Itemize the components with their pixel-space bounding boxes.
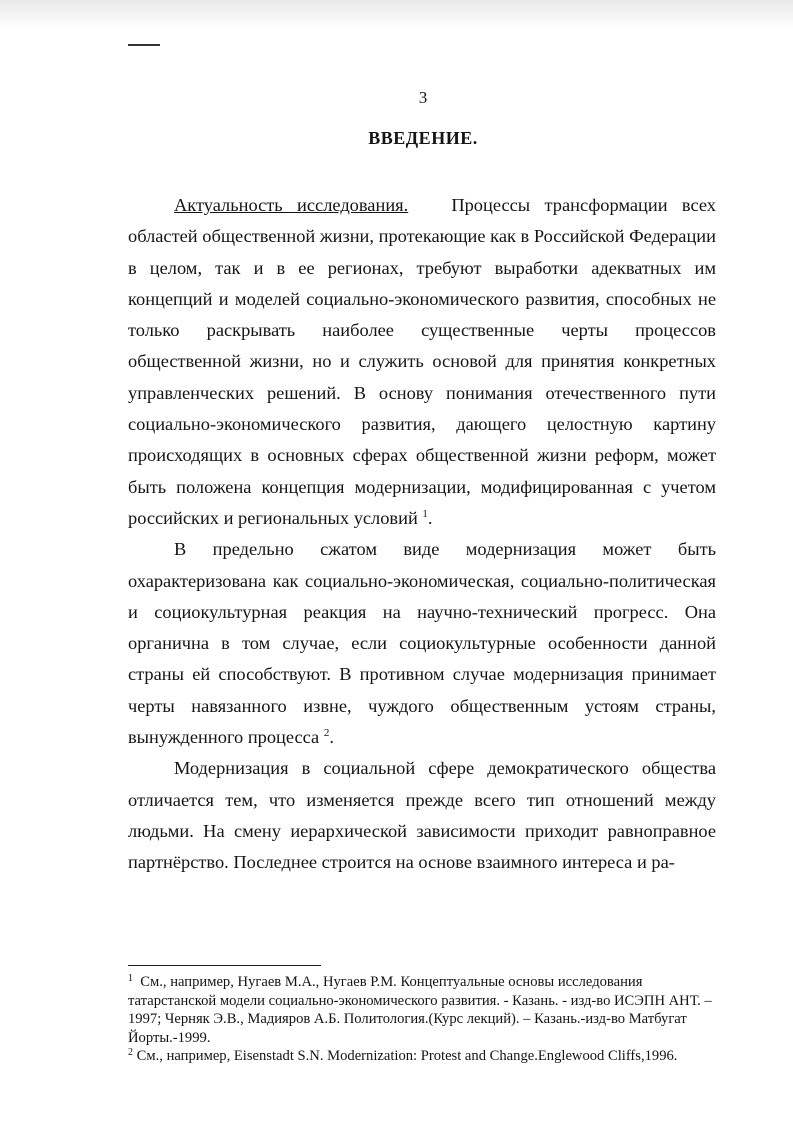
footnotes — [128, 973, 716, 1066]
footnote — [128, 1047, 716, 1066]
body-text — [128, 190, 716, 879]
footnote-number: 2 — [128, 1047, 133, 1058]
paragraph-relevance: Актуальность исследования. Процессы трансформации всех областей общественной жизни, протекающие как в Российской Федерации в целом, так и в ее регионах, требуют выработки адекватных им концепций и моделей социально-экономического развития, способных не только раскрывать наиболее существенные черты процессов общественной жизни, но и служить основой для принятия конкретных управленческих решений. В основу понимания отечественного пути социально-экономического развития, дающего целостную картину происходящих в основных сферах общественной жизни реформ, может быть положена концепция модернизации, модифицированная с учетом российских и региональных условий $^1$. — [128, 195, 717, 528]
page-title: ВВЕДЕНИЕ. — [368, 128, 478, 148]
paragraph-modernization: В предельно сжатом виде модернизация может быть охарактеризована как социально-экономическая, социально-политическая и социокультурная реакция на научно-технический прогресс. Она органична в том случае, если социокультурные особенности данной страны ей способствуют. В противном случае модернизация принимает черты навязанного извне, чуждого общественным устоям страны, вынужденного процесса $^2$. — [128, 539, 716, 748]
paragraph-text: Модернизация в социальной сфере демократического общества отличается тем, что изменяется прежде всего тип отношений между людьми. На смену иерархической зависимости приходит равноправное партнёрство. Последнее строится на основе взаимного интереса и ра- — [128, 758, 716, 873]
footnote-ref: 1 — [422, 507, 428, 520]
footnote-number: 1 — [128, 973, 133, 984]
paragraph-text: Процессы трансформации всех областей общественной жизни, протекающие как в Российской Федерации в целом, так и в ее регионах, требуют выработки адекватных им концепций и моделей социально-экономического развития, способных не только раскрывать наиболее существенные черты процессов общественной жизни, но и служить основой для принятия конкретных управленческих решений. В основу понимания отечественного пути социально-экономического развития, дающего целостную картину происходящих в основных сферах общественной жизни реформ, может быть положена концепция модернизации, модифицированная с учетом российских и региональных условий — [128, 195, 717, 528]
paragraph-social-sphere — [128, 753, 716, 878]
footnote-text: См., например, Нугаев М.А., Нугаев Р.М. Концептуальные основы исследования татарстанской модели социально-экономического развития. - Казань. - изд-во ИСЭПН АНТ. – 1997; Черняк Э.В., Мадияров А.Б. Политология.(Курс лекций). – Казань.-изд-во Матбугат Йорты.-1999. — [128, 974, 712, 1046]
page-number: 3 — [418, 88, 428, 107]
footnote — [128, 973, 716, 1047]
corner-mark — [128, 44, 160, 46]
paragraph-text: В предельно сжатом виде модернизация может быть охарактеризована как социально-экономическая, социально-политическая и социокультурная реакция на научно-технический прогресс. Она органична в том случае, если социокультурные особенности данной страны ей способствуют. В противном случае модернизация принимает черты навязанного извне, чуждого общественным устоям страны, вынужденного процесса — [128, 539, 716, 748]
paragraph-heading: Актуальность исследования. — [174, 195, 409, 215]
scan-top-edge — [0, 0, 793, 30]
footnote-ref: 2 — [323, 727, 330, 740]
footnote-divider — [128, 965, 321, 966]
footnote-text: См., например, Eisenstadt S.N. Modernization: Protest and Change.Englewood Cliffs,1996. — [136, 1048, 678, 1064]
